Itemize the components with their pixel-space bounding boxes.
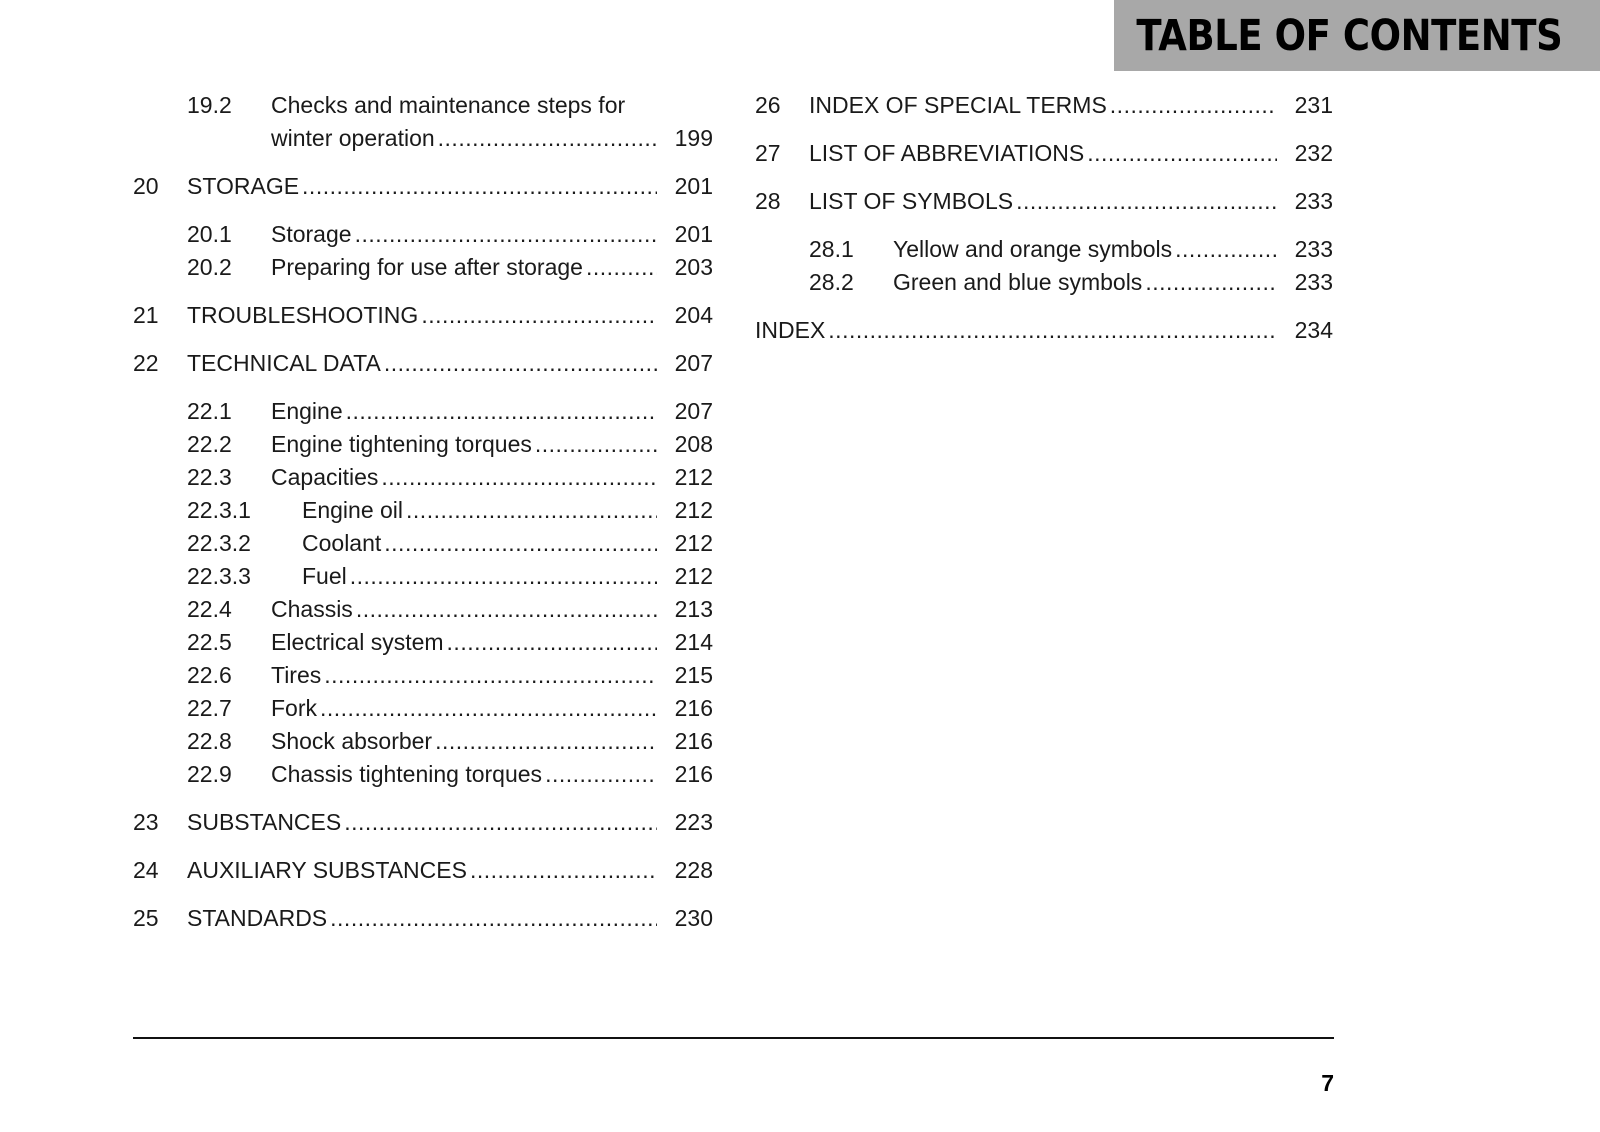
toc-entry-number: 22.5 (187, 629, 232, 655)
toc-entry-number: 28 (755, 188, 781, 214)
toc-leader-dots (320, 692, 657, 725)
toc-leader-dots (384, 527, 657, 560)
toc-entry-title: INDEX (755, 317, 826, 343)
toc-entry-page: 212 (674, 530, 713, 556)
toc-entry-page: 212 (674, 464, 713, 490)
section-header-title: TABLE OF CONTENTS (1136, 10, 1562, 61)
toc-entry-title-cell (809, 137, 1280, 170)
toc-entry-title-cell (755, 314, 1280, 347)
toc-entry-title: LIST OF ABBREVIATIONS (809, 140, 1085, 166)
toc-leader-dots (1087, 137, 1277, 170)
toc-entry-title-cell (271, 692, 660, 725)
toc-entry-title-cell (302, 560, 660, 593)
toc-leader-dots (381, 461, 657, 494)
toc-entry-title: TECHNICAL DATA (187, 350, 381, 376)
toc-entry-title-cell (187, 806, 660, 839)
toc-entry-number: 26 (755, 92, 781, 118)
toc-entry-title: Storage (271, 221, 352, 247)
toc-entry-title: Fuel (302, 563, 347, 589)
toc-leader-dots (324, 659, 657, 692)
toc-entry-title-cell (271, 218, 660, 251)
toc-entry-title-cell (271, 461, 660, 494)
toc-entry-title-cell (187, 854, 660, 887)
toc-entry-title: Preparing for use after storage (271, 254, 583, 280)
toc-leader-dots (1016, 185, 1277, 218)
toc-entry-title: Engine tightening torques (271, 431, 532, 457)
toc-entry-title-cell (271, 122, 660, 155)
toc-entry-22-3[interactable] (133, 461, 713, 494)
toc-entry-title: LIST OF SYMBOLS (809, 188, 1014, 214)
toc-entry-title: INDEX OF SPECIAL TERMS (809, 92, 1107, 118)
toc-entry-title-cell (893, 266, 1280, 299)
toc-entry-title: Electrical system (271, 629, 444, 655)
toc-entry-28-1[interactable] (755, 233, 1333, 266)
toc-entry-page: 216 (674, 761, 713, 787)
toc-leader-dots (545, 758, 657, 791)
toc-entry-page: 207 (674, 350, 713, 376)
toc-entry-number: 22.3 (187, 464, 232, 490)
toc-entry-title: Chassis (271, 596, 353, 622)
toc-entry-22-1[interactable] (133, 395, 713, 428)
toc-entry-title: winter operation (271, 125, 435, 151)
toc-leader-dots (435, 725, 657, 758)
toc-entry-title: Capacities (271, 464, 379, 490)
toc-entry-24[interactable] (133, 854, 713, 887)
toc-leader-dots (406, 494, 657, 527)
toc-entry-27[interactable] (755, 137, 1333, 170)
toc-entry-page: 203 (674, 254, 713, 280)
toc-entry-22-3-2[interactable] (133, 527, 713, 560)
toc-leader-dots (330, 902, 657, 935)
toc-leader-dots (346, 395, 657, 428)
toc-entry-title-cell (271, 659, 660, 692)
toc-entry-title-cell (271, 251, 660, 284)
toc-entry-22-2[interactable] (133, 428, 713, 461)
toc-entry-20-1[interactable] (133, 218, 713, 251)
toc-entry-title: Tires (271, 662, 322, 688)
toc-entry-title: Engine oil (302, 497, 404, 523)
toc-entry-page: 204 (674, 302, 713, 328)
toc-entry-title-cell (271, 626, 660, 659)
toc-entry-page: 214 (674, 629, 713, 655)
toc-entry-number: 23 (133, 809, 159, 835)
toc-leader-dots (1145, 266, 1277, 299)
toc-entry-page: 212 (674, 497, 713, 523)
toc-entry-title-cell (187, 299, 660, 332)
toc-entry-22-8[interactable] (133, 725, 713, 758)
toc-entry-page: 232 (1294, 140, 1333, 166)
toc-entry-page: 213 (674, 596, 713, 622)
toc-entry-page: 199 (674, 125, 713, 151)
toc-leader-dots (470, 854, 657, 887)
toc-entry-title-cell (809, 185, 1280, 218)
toc-entry-number: 22.9 (187, 761, 232, 787)
toc-entry-title: Yellow and orange symbols (893, 236, 1173, 262)
toc-entry-page: 231 (1294, 92, 1333, 118)
toc-entry-number: 22.8 (187, 728, 232, 754)
toc-entry-title-cell (809, 89, 1280, 122)
toc-entry-page: 208 (674, 431, 713, 457)
section-header-banner (1114, 0, 1600, 71)
toc-leader-dots (586, 251, 657, 284)
toc-leader-dots (447, 626, 657, 659)
toc-leader-dots (421, 299, 657, 332)
toc-entry-page: 216 (674, 695, 713, 721)
toc-entry-number: 22.2 (187, 431, 232, 457)
toc-entry-number: 27 (755, 140, 781, 166)
toc-entry-page: 230 (674, 905, 713, 931)
toc-entry-title: STORAGE (187, 173, 300, 199)
toc-entry-title: Engine (271, 398, 343, 424)
toc-entry-number: 22.1 (187, 398, 232, 424)
toc-entry-page: 201 (674, 221, 713, 247)
toc-entry-title-cell (187, 347, 660, 380)
toc-leader-dots (828, 314, 1277, 347)
toc-entry-page: 234 (1294, 317, 1333, 343)
toc-entry-20[interactable] (133, 170, 713, 203)
toc-entry-number: 25 (133, 905, 159, 931)
toc-entry-23[interactable] (133, 806, 713, 839)
toc-entry-title: Chassis tightening torques (271, 761, 543, 787)
toc-entry-title: SUBSTANCES (187, 809, 342, 835)
toc-entry-19-2-line1[interactable] (133, 89, 713, 122)
toc-entry-title-cell (187, 902, 660, 935)
toc-entry-index[interactable] (755, 314, 1333, 347)
toc-entry-title: STANDARDS (187, 905, 328, 931)
toc-entry-26[interactable] (755, 89, 1333, 122)
toc-entry-28-2[interactable] (755, 266, 1333, 299)
toc-entry-22-4[interactable] (133, 593, 713, 626)
toc-leader-dots (355, 218, 657, 251)
toc-entry-number: 20.2 (187, 254, 232, 280)
toc-entry-22-5[interactable] (133, 626, 713, 659)
toc-entry-number: 22.3.2 (187, 530, 251, 556)
toc-entry-title-cell (271, 428, 660, 461)
toc-entry-number: 19.2 (187, 92, 232, 118)
toc-entry-20-2[interactable] (133, 251, 713, 284)
toc-entry-page: 223 (674, 809, 713, 835)
toc-entry-title-cell (271, 758, 660, 791)
toc-entry-title-cell (187, 170, 660, 203)
toc-entry-number: 22.7 (187, 695, 232, 721)
toc-entry-page: 216 (674, 728, 713, 754)
toc-leader-dots (1175, 233, 1277, 266)
toc-leader-dots (350, 560, 657, 593)
toc-leader-dots (1110, 89, 1277, 122)
toc-entry-page: 215 (674, 662, 713, 688)
toc-entry-22-9[interactable] (133, 758, 713, 791)
toc-entry-title-cell (302, 494, 660, 527)
toc-entry-page: 228 (674, 857, 713, 883)
toc-entry-title: AUXILIARY SUBSTANCES (187, 857, 467, 883)
toc-column-left (133, 89, 713, 935)
toc-entry-19-2-line2[interactable] (133, 122, 713, 155)
toc-leader-dots (344, 806, 657, 839)
toc-entry-title-cell (302, 527, 660, 560)
toc-entry-22[interactable] (133, 347, 713, 380)
toc-entry-number: 22.6 (187, 662, 232, 688)
toc-leader-dots (302, 170, 657, 203)
toc-entry-number: 21 (133, 302, 159, 328)
toc-entry-number: 22 (133, 350, 159, 376)
toc-entry-page: 233 (1294, 188, 1333, 214)
toc-leader-dots (535, 428, 657, 461)
toc-column-right (755, 89, 1333, 347)
toc-entry-21[interactable] (133, 299, 713, 332)
toc-entry-title-cell (271, 593, 660, 626)
toc-entry-title: Fork (271, 695, 317, 721)
toc-entry-page: 212 (674, 563, 713, 589)
toc-entry-page: 207 (674, 398, 713, 424)
toc-entry-title: Shock absorber (271, 728, 433, 754)
toc-entry-25[interactable] (133, 902, 713, 935)
page-number: 7 (1321, 1070, 1334, 1096)
toc-entry-title: TROUBLESHOOTING (187, 302, 419, 328)
toc-entry-number: 24 (133, 857, 159, 883)
toc-entry-title: Coolant (302, 530, 382, 556)
toc-leader-dots (384, 347, 657, 380)
toc-entry-28[interactable] (755, 185, 1333, 218)
toc-entry-number: 28.1 (809, 236, 854, 262)
toc-entry-title-cell (271, 725, 660, 758)
footer-rule (133, 1037, 1334, 1039)
toc-entry-22-3-1[interactable] (133, 494, 713, 527)
toc-entry-page: 233 (1294, 236, 1333, 262)
toc-entry-22-3-3[interactable] (133, 560, 713, 593)
toc-entry-page: 233 (1294, 269, 1333, 295)
toc-entry-number: 20.1 (187, 221, 232, 247)
toc-entry-number: 20 (133, 173, 159, 199)
toc-entry-title: Green and blue symbols (893, 269, 1143, 295)
toc-entry-number: 22.4 (187, 596, 232, 622)
toc-entry-title-cell (893, 233, 1280, 266)
toc-entry-title: Checks and maintenance steps for (271, 92, 626, 118)
toc-entry-22-6[interactable] (133, 659, 713, 692)
toc-leader-dots (438, 122, 657, 155)
toc-entry-number: 22.3.1 (187, 497, 251, 523)
toc-entry-22-7[interactable] (133, 692, 713, 725)
toc-entry-title-cell (271, 395, 660, 428)
toc-entry-number: 22.3.3 (187, 563, 251, 589)
toc-entry-number: 28.2 (809, 269, 854, 295)
toc-entry-page: 201 (674, 173, 713, 199)
toc-leader-dots (356, 593, 657, 626)
